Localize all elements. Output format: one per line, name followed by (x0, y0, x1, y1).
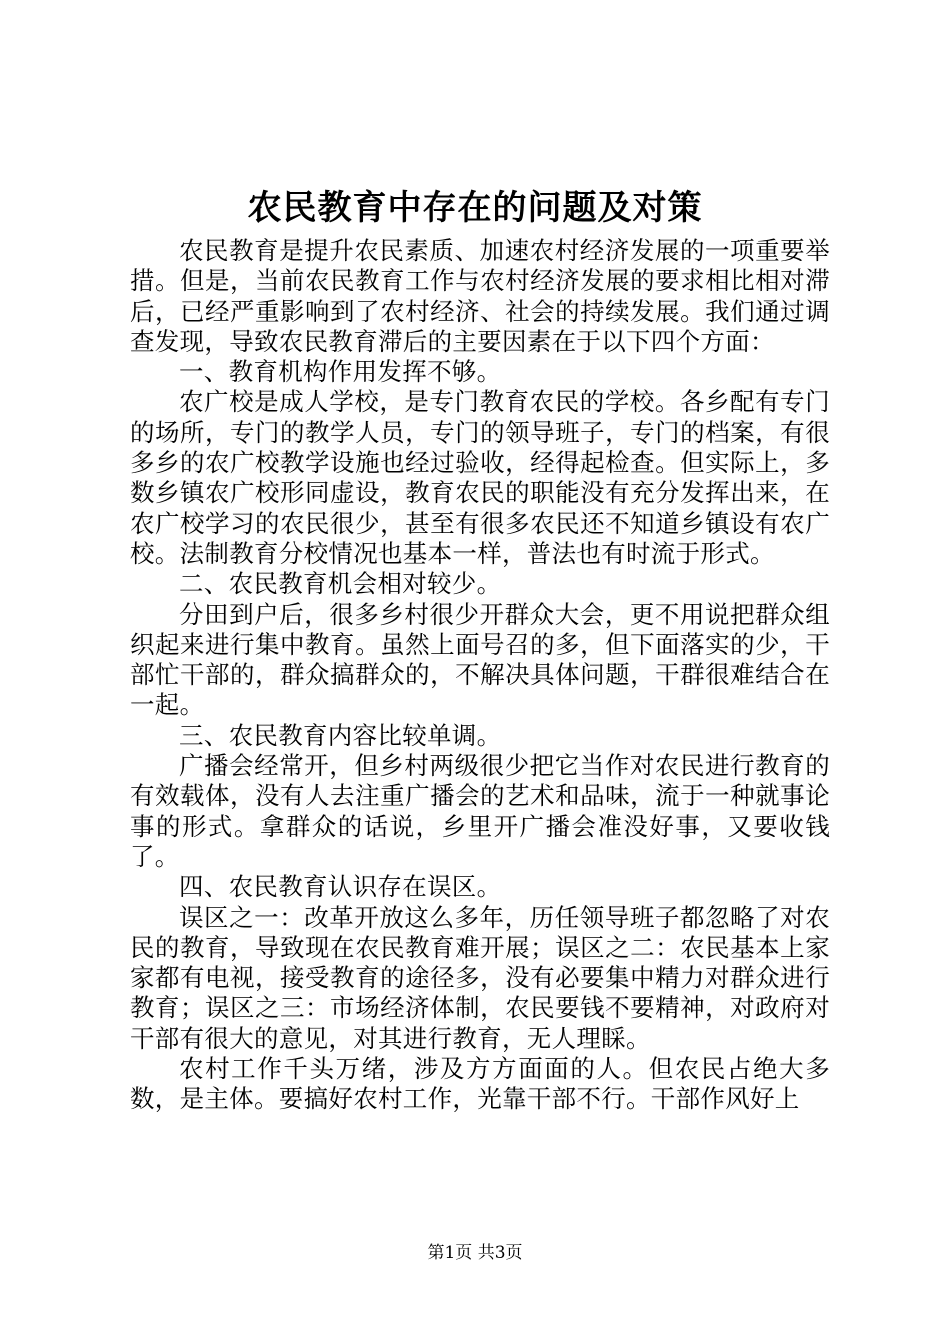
paragraph-section-1: 农广校是成人学校，是专门教育农民的学校。各乡配有专门的场所，专门的教学人员，专门的领导班子，专门的档案，有很多乡的农广校教学设施也经过验收，经得起检查。但实际上，多数乡镇农广校形同虚设，教育农民的职能没有充分发挥出来，在农广校学习的农民很少，甚至有很多农民还不知道乡镇设有农广校。法制教育分校情况也基本一样，普法也有时流于形式。 (130, 387, 830, 568)
page-number-footer: 第1页 共3页 (427, 1243, 523, 1263)
paragraph-section-4: 误区之一：改革开放这么多年，历任领导班子都忽略了对农民的教育，导致现在农民教育难开展；误区之二：农民基本上家家都有电视，接受教育的途径多，没有必要集中精力对群众进行教育；误区之三：市场经济体制，农民要钱不要精神，对政府对干部有很大的意见，对其进行教育，无人理睬。 (130, 902, 830, 1053)
section-heading-3: 三、农民教育内容比较单调。 (179, 720, 502, 750)
section-heading-1: 一、教育机构作用发挥不够。 (179, 357, 502, 387)
section-heading-4: 四、农民教育认识存在误区。 (179, 872, 502, 902)
paragraph-intro: 农民教育是提升农民素质、加速农村经济发展的一项重要举措。但是，当前农民教育工作与农村经济发展的要求相比相对滞后，已经严重影响到了农村经济、社会的持续发展。我们通过调查发现，导致农民教育滞后的主要因素在于以下四个方面： (130, 236, 830, 356)
paragraph-conclusion: 农村工作千头万绪，涉及方方面面的人。但农民占绝大多数，是主体。要搞好农村工作，光靠干部不行。干部作风好上 (130, 1054, 830, 1114)
paragraph-section-2: 分田到户后，很多乡村很少开群众大会，更不用说把群众组织起来进行集中教育。虽然上面号召的多，但下面落实的少，干部忙干部的，群众搞群众的，不解决具体问题，干群很难结合在一起。 (130, 599, 830, 720)
section-heading-2: 二、农民教育机会相对较少。 (179, 569, 502, 599)
document-title: 农民教育中存在的问题及对策 (247, 188, 703, 228)
document-body (130, 236, 830, 1115)
paragraph-section-3: 广播会经常开，但乡村两级很少把它当作对农民进行教育的有效载体，没有人去注重广播会的艺术和品味，流于一种就事论事的形式。拿群众的话说，乡里开广播会准没好事，又要收钱了。 (130, 751, 830, 871)
